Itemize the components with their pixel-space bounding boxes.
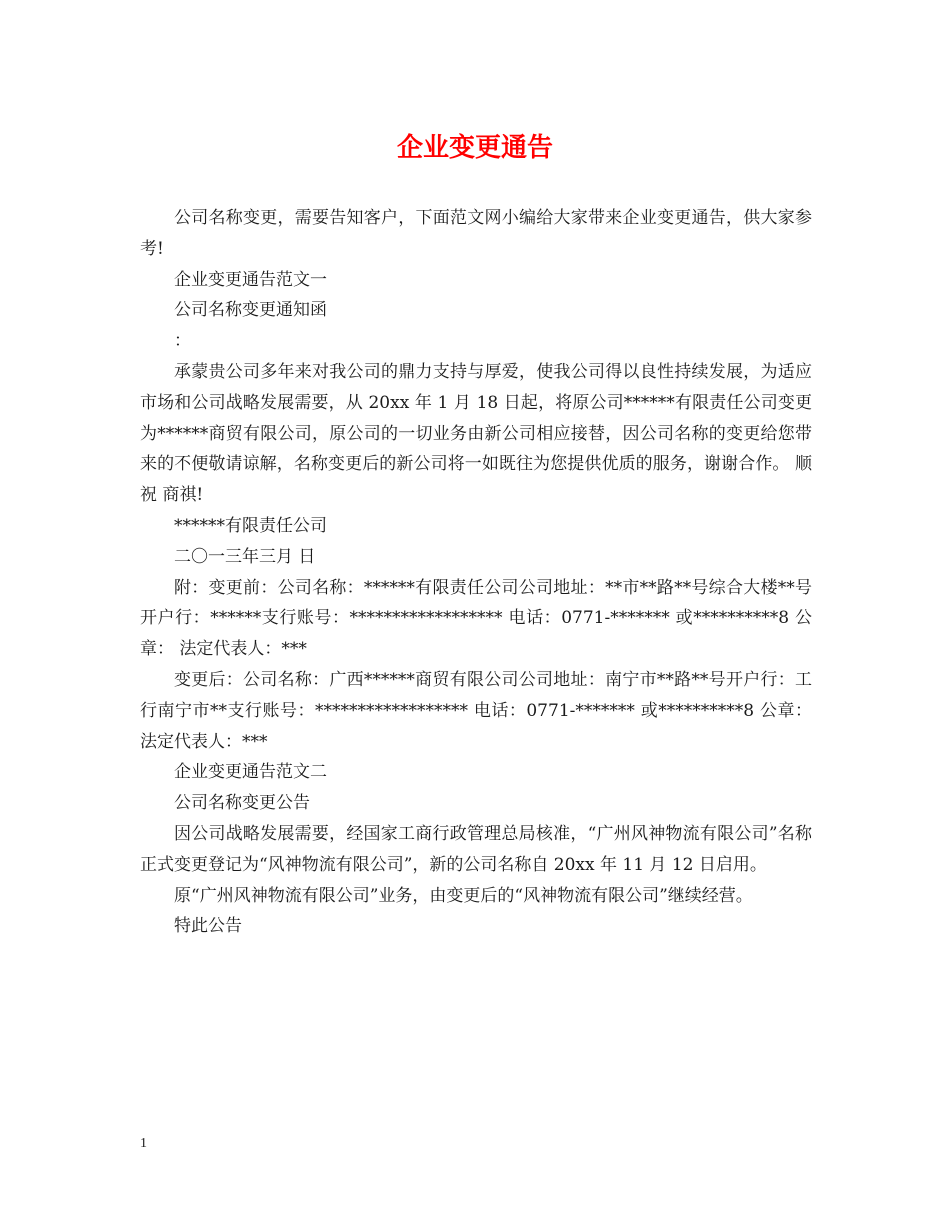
paragraph-letter-body: 承蒙贵公司多年来对我公司的鼎力支持与厚爱，使我公司得以良性持续发展，为适应市场和公司战略发展需要，从 20xx 年 1 月 18 日起，将原公司******有限责任公司变更为******商贸有限公司，原公司的一切业务由新公司相应接替，因公司名称的变更给您带来的不便敬请谅解，名称变更后的新公司将一如既往为您提供优质的服务，谢谢合作。 顺祝 商祺! — [140, 361, 812, 506]
signature-company: ******有限责任公司 — [174, 515, 327, 536]
heading-sample-one: 企业变更通告范文一 — [174, 269, 327, 290]
signature-date: 二〇一三年三月 日 — [174, 546, 316, 567]
paragraph-business-continuation: 原“广州风神物流有限公司”业务，由变更后的“风神物流有限公司”继续经营。 — [174, 885, 753, 906]
paragraph-intro: 公司名称变更，需要告知客户，下面范文网小编给大家带来企业变更通告，供大家参考! — [140, 208, 812, 259]
closing-announcement: 特此公告 — [174, 916, 242, 937]
paragraph-announcement-body: 因公司战略发展需要，经国家工商行政管理总局核准，“广州风神物流有限公司”名称正式变更登记为“风神物流有限公司”，新的公司名称自 20xx 年 11 月 12 日启用。 — [140, 823, 812, 875]
page-number: 1 — [140, 1136, 147, 1151]
paragraph-after-change: 变更后：公司名称：广西******商贸有限公司公司地址：南宁市**路**号开户行：工行南宁市**支行账号：****************** 电话：0771-******* 或**********8 公章： 法定代表人：*** — [140, 669, 812, 752]
heading-notice-letter: 公司名称变更通知函 — [174, 300, 327, 321]
salutation-colon: ： — [174, 331, 191, 352]
heading-announcement: 公司名称变更公告 — [174, 793, 310, 814]
heading-sample-two: 企业变更通告范文二 — [174, 762, 327, 783]
document-title: 企业变更通告 — [396, 133, 553, 163]
document-body — [140, 203, 812, 942]
paragraph-before-change: 附：变更前：公司名称：******有限责任公司公司地址：**市**路**号综合大楼**号开户行：******支行账号：****************** 电话：0771-******* 或**********8 公章： 法定代表人：*** — [140, 577, 812, 660]
